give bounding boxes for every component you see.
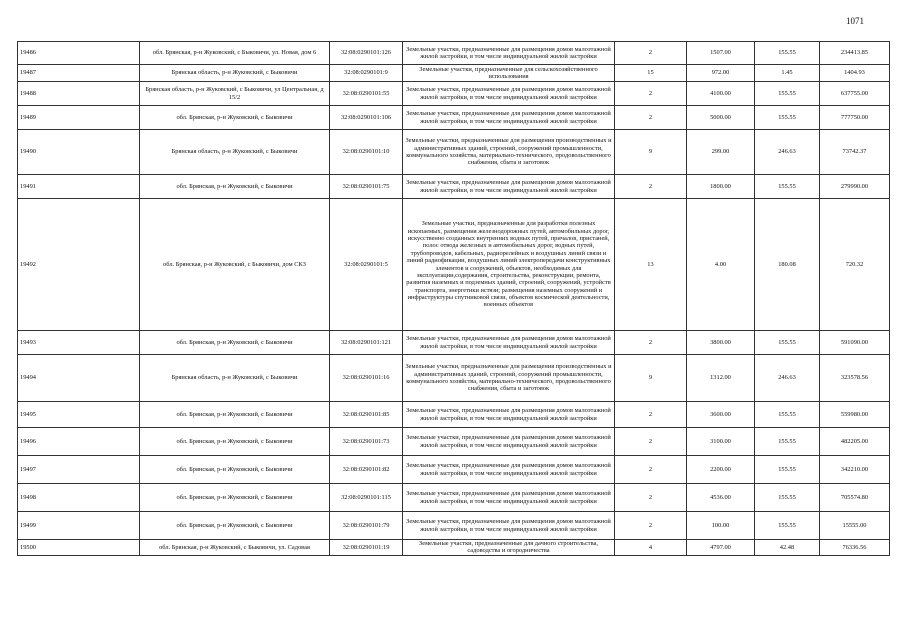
use-group-cell: 2	[615, 175, 687, 199]
address-cell: обл. Брянская, р-н Жуковский, с Быковичи	[140, 175, 330, 199]
cadastral-number-cell: 32:08:0290101:82	[330, 456, 403, 484]
row-number: 19490	[18, 130, 140, 175]
area-cell: 3100.00	[687, 428, 755, 456]
address-cell: Брянская область, р-н Жуковский, с Быковичи	[140, 65, 330, 82]
unit-value-cell: 246.63	[755, 355, 820, 402]
row-number: 19488	[18, 82, 140, 106]
unit-value-cell: 155.55	[755, 82, 820, 106]
cadastral-value-cell: 720.32	[820, 199, 890, 331]
area-cell: 1312.00	[687, 355, 755, 402]
use-group-cell: 2	[615, 331, 687, 355]
row-number: 19491	[18, 175, 140, 199]
address-cell: обл. Брянская, р-н Жуковский, с Быковичи, ул. Садовая	[140, 540, 330, 556]
table-row	[18, 106, 890, 130]
address-cell: обл. Брянская, р-н Жуковский, с Быковичи, ул. Новая, дом 6	[140, 42, 330, 65]
address-cell: Брянская область, р-н Жуковский, с Быковичи, ул Центральная, д 15/2	[140, 82, 330, 106]
cadastral-value-cell: 559980.00	[820, 402, 890, 428]
land-use-cell: Земельные участки, предназначенные для размещения домов малоэтажной жилой застройки, в том числе индивидуальной жилой застройки	[403, 82, 615, 106]
row-number: 19498	[18, 484, 140, 512]
unit-value-cell: 42.48	[755, 540, 820, 556]
cadastral-number-cell: 32:08:0290101:121	[330, 331, 403, 355]
cadastral-number-cell: 32:08:0290101:79	[330, 512, 403, 540]
area-cell: 4536.00	[687, 484, 755, 512]
cadastral-number-cell: 32:08:0290101:85	[330, 402, 403, 428]
cadastral-number-cell: 32:08:0290101:10	[330, 130, 403, 175]
table-row	[18, 428, 890, 456]
area-cell: 4100.00	[687, 82, 755, 106]
cadastral-number-cell: 32:08:0290101:16	[330, 355, 403, 402]
page-number: 1071	[846, 16, 864, 26]
table-row	[18, 175, 890, 199]
unit-value-cell: 180.08	[755, 199, 820, 331]
use-group-cell: 2	[615, 428, 687, 456]
cadastral-value-cell: 234413.85	[820, 42, 890, 65]
cadastral-number-cell: 32:08:0290101:73	[330, 428, 403, 456]
use-group-cell: 2	[615, 484, 687, 512]
cadastral-value-cell: 705574.80	[820, 484, 890, 512]
address-cell: обл. Брянская, р-н Жуковский, с Быковичи	[140, 484, 330, 512]
table-row	[18, 402, 890, 428]
land-use-cell: Земельные участки, предназначенные для размещения домов малоэтажной жилой застройки, в том числе индивидуальной жилой застройки	[403, 484, 615, 512]
area-cell: 2200.00	[687, 456, 755, 484]
row-number: 19493	[18, 331, 140, 355]
unit-value-cell: 155.55	[755, 484, 820, 512]
cadastral-value-cell: 342210.00	[820, 456, 890, 484]
cadastral-number-cell: 32:08:0290101:75	[330, 175, 403, 199]
area-cell: 4.00	[687, 199, 755, 331]
cadastral-value-cell: 482205.00	[820, 428, 890, 456]
land-use-cell: Земельные участки, предназначенные для размещения домов малоэтажной жилой застройки, в том числе индивидуальной жилой застройки	[403, 428, 615, 456]
address-cell: обл. Брянская, р-н Жуковский, с Быковичи	[140, 456, 330, 484]
area-cell: 3800.00	[687, 331, 755, 355]
table-body	[18, 42, 890, 556]
area-cell: 972.00	[687, 65, 755, 82]
cadastral-value-cell: 76336.56	[820, 540, 890, 556]
row-number: 19499	[18, 512, 140, 540]
use-group-cell: 13	[615, 199, 687, 331]
land-use-cell: Земельные участки, предназначенные для дачного строительства, садоводства и огородничества	[403, 540, 615, 556]
row-number: 19497	[18, 456, 140, 484]
table-row	[18, 42, 890, 65]
row-number: 19496	[18, 428, 140, 456]
unit-value-cell: 246.63	[755, 130, 820, 175]
use-group-cell: 9	[615, 355, 687, 402]
use-group-cell: 9	[615, 130, 687, 175]
table-row	[18, 355, 890, 402]
area-cell: 5000.00	[687, 106, 755, 130]
land-use-cell: Земельные участки, предназначенные для сельскохозяйственного использования	[403, 65, 615, 82]
row-number: 19486	[18, 42, 140, 65]
use-group-cell: 2	[615, 42, 687, 65]
cadastral-number-cell: 32:08:0290101:19	[330, 540, 403, 556]
use-group-cell: 15	[615, 65, 687, 82]
land-use-cell: Земельные участки, предназначенные для разработки полезных ископаемых, размещения железнодорожных путей, автомобильных дорог, искусственно созданных внутренних водных путей, причалов, пристаней, полос отвода железных и автомобильных дорог, водных путей, трубопроводов, кабельных, радиорелейных и воздушных линий связи и линий радиофикации, воздушных линий электропередачи конструктивных элементов и сооружений, объектов, необходимых для эксплуатации,содержания, строительства, реконструкции, ремонта, развития наземных и подземных зданий, строений, сооружений, устройств транспорта, энергетики истязи; размещения наземных сооружений и инфраструктуры спутниковой связи, объектов космической деятельности, военных объектов	[403, 199, 615, 331]
unit-value-cell: 155.55	[755, 512, 820, 540]
cadastral-value-cell: 1404.93	[820, 65, 890, 82]
row-number: 19495	[18, 402, 140, 428]
area-cell: 3600.00	[687, 402, 755, 428]
cadastral-value-cell: 637755.00	[820, 82, 890, 106]
unit-value-cell: 155.55	[755, 428, 820, 456]
unit-value-cell: 155.55	[755, 106, 820, 130]
address-cell: Брянская область, р-н Жуковский, с Быковичи	[140, 355, 330, 402]
area-cell: 4797.00	[687, 540, 755, 556]
table-row	[18, 130, 890, 175]
use-group-cell: 2	[615, 456, 687, 484]
cadastral-value-cell: 591090.00	[820, 331, 890, 355]
row-number: 19492	[18, 199, 140, 331]
address-cell: обл. Брянская, р-н Жуковский, с Быковичи	[140, 402, 330, 428]
row-number: 19487	[18, 65, 140, 82]
area-cell: 100.00	[687, 512, 755, 540]
land-registry-table	[17, 41, 890, 556]
row-number: 19500	[18, 540, 140, 556]
land-use-cell: Земельные участки, предназначенные для размещения производственных и административных зданий, строений, сооружений промышленности, коммунального хозяйства, материально-технического, продовольственного снабжения, сбыта и заготовок	[403, 130, 615, 175]
address-cell: обл. Брянская, р-н Жуковский, с Быковичи	[140, 428, 330, 456]
cadastral-number-cell: 32:08:0290101:115	[330, 484, 403, 512]
table-row	[18, 82, 890, 106]
cadastral-value-cell: 73742.37	[820, 130, 890, 175]
cadastral-value-cell: 279990.00	[820, 175, 890, 199]
cadastral-number-cell: 32:08:0290101:106	[330, 106, 403, 130]
address-cell: обл. Брянская, р-н Жуковский, с Быковичи	[140, 512, 330, 540]
table-row	[18, 199, 890, 331]
use-group-cell: 4	[615, 540, 687, 556]
cadastral-number-cell: 32:08:0290101:9	[330, 65, 403, 82]
unit-value-cell: 155.55	[755, 331, 820, 355]
land-use-cell: Земельные участки, предназначенные для размещения домов малоэтажной жилой застройки, в том числе индивидуальной жилой застройки	[403, 106, 615, 130]
land-use-cell: Земельные участки, предназначенные для размещения домов малоэтажной жилой застройки, в том числе индивидуальной жилой застройки	[403, 175, 615, 199]
table-row	[18, 512, 890, 540]
unit-value-cell: 155.55	[755, 42, 820, 65]
row-number: 19494	[18, 355, 140, 402]
use-group-cell: 2	[615, 106, 687, 130]
land-use-cell: Земельные участки, предназначенные для размещения домов малоэтажной жилой застройки, в том числе индивидуальной жилой застройки	[403, 331, 615, 355]
use-group-cell: 2	[615, 512, 687, 540]
use-group-cell: 2	[615, 402, 687, 428]
land-use-cell: Земельные участки, предназначенные для размещения домов малоэтажной жилой застройки, в том числе индивидуальной жилой застройки	[403, 456, 615, 484]
row-number: 19489	[18, 106, 140, 130]
land-use-cell: Земельные участки, предназначенные для размещения домов малоэтажной жилой застройки, в том числе индивидуальной жилой застройки	[403, 42, 615, 65]
table-row	[18, 65, 890, 82]
address-cell: обл. Брянская, р-н Жуковский, с Быковичи	[140, 106, 330, 130]
cadastral-value-cell: 15555.00	[820, 512, 890, 540]
table-row	[18, 456, 890, 484]
cadastral-value-cell: 777750.00	[820, 106, 890, 130]
table-row	[18, 484, 890, 512]
unit-value-cell: 155.55	[755, 175, 820, 199]
table-row	[18, 540, 890, 556]
unit-value-cell: 1.45	[755, 65, 820, 82]
table-row	[18, 331, 890, 355]
area-cell: 299.00	[687, 130, 755, 175]
cadastral-number-cell: 32:08:0290101:126	[330, 42, 403, 65]
address-cell: обл. Брянская, р-н Жуковский, с Быковичи	[140, 331, 330, 355]
cadastral-value-cell: 323578.56	[820, 355, 890, 402]
use-group-cell: 2	[615, 82, 687, 106]
unit-value-cell: 155.55	[755, 456, 820, 484]
unit-value-cell: 155.55	[755, 402, 820, 428]
land-use-cell: Земельные участки, предназначенные для размещения домов малоэтажной жилой застройки, в том числе индивидуальной жилой застройки	[403, 512, 615, 540]
cadastral-number-cell: 32:08:0290101:5	[330, 199, 403, 331]
cadastral-number-cell: 32:08:0290101:55	[330, 82, 403, 106]
land-use-cell: Земельные участки, предназначенные для размещения домов малоэтажной жилой застройки, в том числе индивидуальной жилой застройки	[403, 402, 615, 428]
address-cell: Брянская область, р-н Жуковский, с Быковичи	[140, 130, 330, 175]
land-use-cell: Земельные участки, предназначенные для размещения производственных и административных зданий, строений, сооружений промышленности, коммунального хозяйства, материально-технического, продовольственного снабжения, сбыта и заготовок	[403, 355, 615, 402]
area-cell: 1800.00	[687, 175, 755, 199]
area-cell: 1507.00	[687, 42, 755, 65]
address-cell: обл. Брянская, р-н Жуковский, с Быковичи, дом СКЗ	[140, 199, 330, 331]
